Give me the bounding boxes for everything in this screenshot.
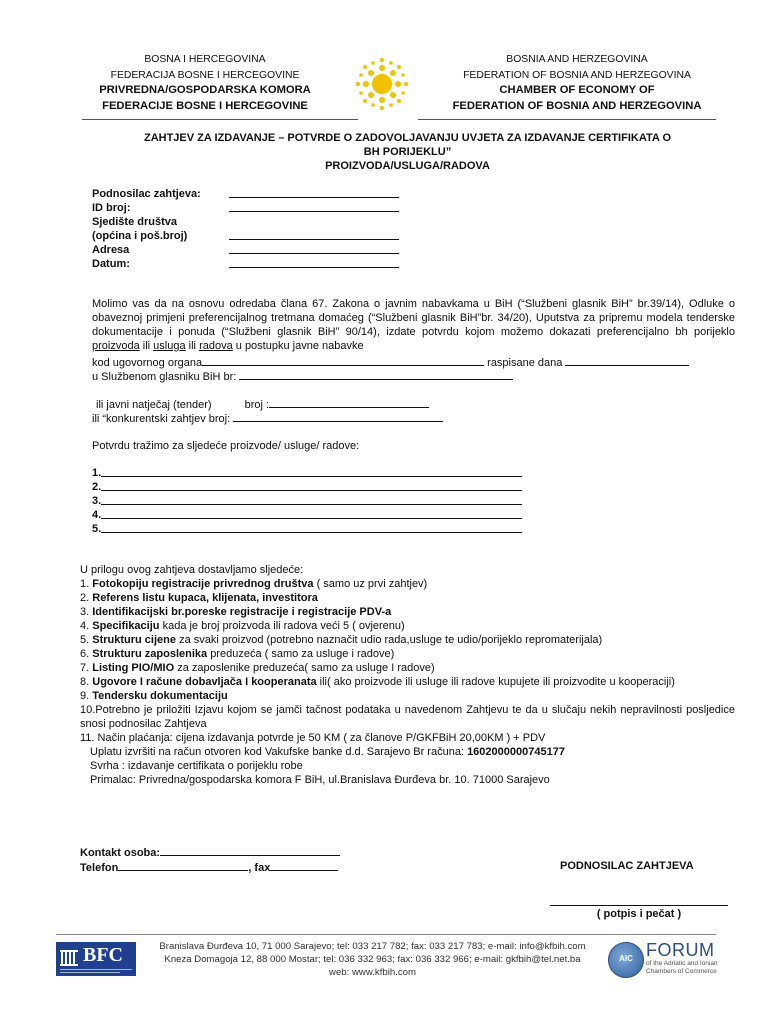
attachment-number: 3. <box>80 606 90 618</box>
attachment-item <box>80 675 735 689</box>
header-left <box>60 52 350 114</box>
attachment-title: Listing PIO/MIO <box>92 662 175 674</box>
forum-logo <box>608 940 718 980</box>
label-id-broj: ID broj: <box>92 202 131 214</box>
payment-instruction: Uplatu izvršiti na račun otvoren kod Vakufske banke d.d. Sarajevo Br računa: <box>90 746 464 758</box>
request-text: Molimo vas da na osnovu odredaba člana 67. Zakona o javnim nabavkama u BiH (“Službeni glasnik BiH” br.39/14), Odluke o obaveznoj primjeni preferencijalnog tretmana domaćeg (“Službeni glasnik BiH”br. 34/20), Uputstva za pripremu modela tenderske dokumentacije i ponuda (“Službeni glasnik BiH” 90/14), izdate potvrdu kojom možemo dokazati preferencijalno bh porijeklo <box>92 298 735 338</box>
header-left-line2: FEDERACIJA BOSNE I HERCEGOVINE <box>110 69 300 81</box>
applicant-fields <box>92 187 422 271</box>
payment-recipient: Primalac: Privredna/gospodarska komora F BiH, ul.Branislava Đurđeva br. 10. 71000 Sarajevo <box>90 774 550 786</box>
sjediste-field[interactable] <box>229 229 399 240</box>
label-sjediste: Sjedište društva <box>92 216 177 228</box>
item-number: 4. <box>92 509 102 521</box>
header-right-line4: FEDERATION OF BOSNIA AND HERZEGOVINA <box>452 99 702 112</box>
attachment-title: Strukturu cijene <box>92 634 176 646</box>
attachment-note: za svaki proizvod (potrebno naznačit udio rada,usluge te udio/porijeklo repromaterijala) <box>179 634 603 646</box>
title-line3: PROIZVODA/USLUGA/RADOVA <box>325 160 490 172</box>
payment-account-line <box>80 745 735 759</box>
title-line1: ZAHTJEV ZA IZDAVANJE – POTVRDE O ZADOVOLJAVANJU UVJETA ZA IZDAVANJE CERTIFIKATA O <box>143 132 672 144</box>
title-line2: BH PORIJEKLU” <box>363 146 452 158</box>
attachment-item <box>80 619 735 633</box>
item-number: 2. <box>92 481 102 493</box>
label-glasnik: u Službenom glasniku BiH br: <box>92 371 237 383</box>
list-item <box>92 522 522 536</box>
contact-section <box>80 845 380 875</box>
item-number: 3. <box>92 495 102 507</box>
attachment-item-10: 10.Potrebno je priložiti Izjavu kojom se jamči tačnost podataka u navedenom Zahtjevu te da u slučaju nekih nepravilnosti posljedice snosi podnosilac Zahtjeva <box>80 704 735 730</box>
label-adresa: Adresa <box>92 244 130 256</box>
aic-globe-icon <box>608 942 644 978</box>
label-datum: Datum: <box>92 258 130 270</box>
header-divider-left <box>82 119 358 120</box>
item-field-1[interactable] <box>101 466 522 477</box>
konkurentski-field[interactable] <box>233 411 443 422</box>
label-fax: , fax <box>248 862 271 874</box>
attachment-number: 6. <box>80 648 90 660</box>
attachment-item <box>80 577 735 591</box>
label-ugovorni-organ: kod ugovornog organa <box>92 357 203 369</box>
kontakt-field[interactable] <box>160 845 340 856</box>
raspisane-field[interactable] <box>565 355 689 366</box>
list-item <box>92 508 522 522</box>
signature-caption: ( potpis i pečat ) <box>596 908 682 920</box>
attachment-note: ili( ako proizvode ili usluge ili radove kupujete ili proizvodite u kooperaciji) <box>319 676 675 688</box>
forum-logo-sub1: of the Adriatic and Ionian <box>646 960 718 967</box>
footer-address <box>145 940 600 979</box>
attachment-item <box>80 633 735 647</box>
item-number: 1. <box>92 467 102 479</box>
attachment-number: 5. <box>80 634 90 646</box>
attachment-title: Ugovore I račune dobavljača I kooperanata <box>92 676 317 688</box>
list-item <box>92 494 522 508</box>
attachment-item <box>80 591 735 605</box>
attachments-intro: U prilogu ovog zahtjeva dostavljamo sljedeće: <box>80 564 304 576</box>
word-proizvoda: proizvoda <box>92 340 140 352</box>
attachments-section <box>80 563 735 787</box>
items-list <box>92 466 522 536</box>
applicant-signature-label: PODNOSILAC ZAHTJEVA <box>560 860 694 872</box>
attachment-note: kada je broj proizvoda ili radova veći 5 ( ovjerenu) <box>162 620 405 632</box>
footer-line2: Kneza Domagoja 12, 88 000 Mostar; tel: 036 332 963; fax: 036 332 966; e-mail: gkfbih@tel.net.ba <box>164 954 581 965</box>
bfc-logo-text: BFC <box>83 944 123 966</box>
aic-badge-text: AIC <box>619 954 633 963</box>
attachment-number: 9. <box>80 690 90 702</box>
item-field-5[interactable] <box>101 522 522 533</box>
footer-divider <box>56 934 716 935</box>
adresa-field[interactable] <box>229 243 399 254</box>
attachment-item <box>80 605 735 619</box>
header-right-line3: CHAMBER OF ECONOMY OF <box>499 84 655 96</box>
forum-logo-text: FORUM <box>646 940 715 960</box>
gazette-line <box>92 369 592 384</box>
header-right-line2: FEDERATION OF BOSNIA AND HERZEGOVINA <box>463 69 691 81</box>
attachment-title: Specifikaciju <box>92 620 160 632</box>
word-ili-2: ili <box>188 340 196 352</box>
request-paragraph <box>92 297 735 353</box>
attachment-number: 8. <box>80 676 90 688</box>
tender-broj-field[interactable] <box>269 397 429 408</box>
attachment-item <box>80 689 735 703</box>
bfc-logo <box>56 942 136 976</box>
ugovorni-organ-field[interactable] <box>202 355 484 366</box>
attachment-title: Identifikacijski br.poreske registracije i registracije PDV-a <box>92 606 392 618</box>
label-telefon: Telefon <box>80 862 119 874</box>
header-divider-right <box>418 119 716 120</box>
label-kontakt: Kontakt osoba: <box>80 847 161 859</box>
contracting-authority-line <box>92 355 742 370</box>
attachment-number: 4. <box>80 620 90 632</box>
chamber-sun-logo-icon <box>352 54 412 114</box>
items-intro: Potvrdu tražimo za sljedeće proizvode/ usluge/ radove: <box>92 440 360 452</box>
attachment-item <box>80 661 735 675</box>
attachment-item-11: 11. Način plaćanja: cijena izdavanja potvrde je 50 KM ( za članove P/GKFBiH 20,00KM ) + PDV <box>80 732 546 744</box>
glasnik-field[interactable] <box>239 369 513 380</box>
word-radova: radova <box>199 340 233 352</box>
payment-purpose: Svrha : izdavanje certifikata o porijeklu robe <box>90 760 303 772</box>
document-title <box>80 131 735 173</box>
attachment-number: 2. <box>80 592 90 604</box>
word-ili-1: ili <box>142 340 151 352</box>
item-field-3[interactable] <box>101 494 522 505</box>
word-usluga: usluga <box>153 340 186 352</box>
label-raspisane: raspisane dana <box>487 357 563 369</box>
attachment-title: Fotokopiju registracije privrednog društva <box>92 578 314 590</box>
attachment-number: 1. <box>80 578 90 590</box>
attachment-title: Strukturu zaposlenika <box>92 648 208 660</box>
request-text-end: u postupku javne nabavke <box>235 340 364 352</box>
attachment-note: ( samo uz prvi zahtjev) <box>316 578 428 590</box>
footer-line3: web: www.kfbih.com <box>329 967 416 978</box>
label-konkurentski: ili “konkurentski zahtjev broj: <box>92 413 231 425</box>
footer-line1: Branislava Đurđeva 10, 71 000 Sarajevo; tel: 033 217 782; fax: 033 217 783; e-mail: info@kfbih.com <box>159 941 586 952</box>
attachment-note: preduzeća ( samo za usluge i radove) <box>210 648 395 660</box>
attachment-title: Referens listu kupaca, klijenata, investitora <box>92 592 318 604</box>
podnosilac-field[interactable] <box>229 187 399 198</box>
label-opcina: (općina i poš.broj) <box>92 230 188 242</box>
label-natjecaj: ili javni natječaj (tender) <box>96 399 212 411</box>
header-left-line3: PRIVREDNA/GOSPODARSKA KOMORA <box>99 84 311 96</box>
fax-field[interactable] <box>270 860 338 871</box>
header-right <box>432 52 722 114</box>
item-field-2[interactable] <box>101 480 522 491</box>
forum-logo-sub2: Chambers of Commerce <box>646 968 717 975</box>
attachment-item <box>80 647 735 661</box>
id-broj-field[interactable] <box>229 201 399 212</box>
header-right-line1: BOSNIA AND HERZEGOVINA <box>506 54 648 65</box>
item-field-4[interactable] <box>101 508 522 519</box>
signature-line[interactable] <box>550 905 728 906</box>
label-broj: broj : <box>244 399 270 411</box>
account-number: 1602000000745177 <box>467 746 565 758</box>
attachment-note: za zaposlenike preduzeća( samo za usluge I radove) <box>177 662 435 674</box>
tender-line <box>96 397 496 412</box>
item-number: 5. <box>92 523 102 535</box>
header-left-line4: FEDERACIJE BOSNE I HERCEGOVINE <box>102 99 308 112</box>
competitive-line <box>92 411 492 426</box>
list-item <box>92 466 522 480</box>
telefon-field[interactable] <box>118 860 248 871</box>
datum-field[interactable] <box>229 257 399 268</box>
label-podnosilac: Podnosilac zahtjeva: <box>92 188 201 200</box>
header-left-line1: BOSNA I HERCEGOVINA <box>144 54 266 65</box>
attachment-title: Tendersku dokumentaciju <box>92 690 228 702</box>
attachment-number: 7. <box>80 662 90 674</box>
list-item <box>92 480 522 494</box>
